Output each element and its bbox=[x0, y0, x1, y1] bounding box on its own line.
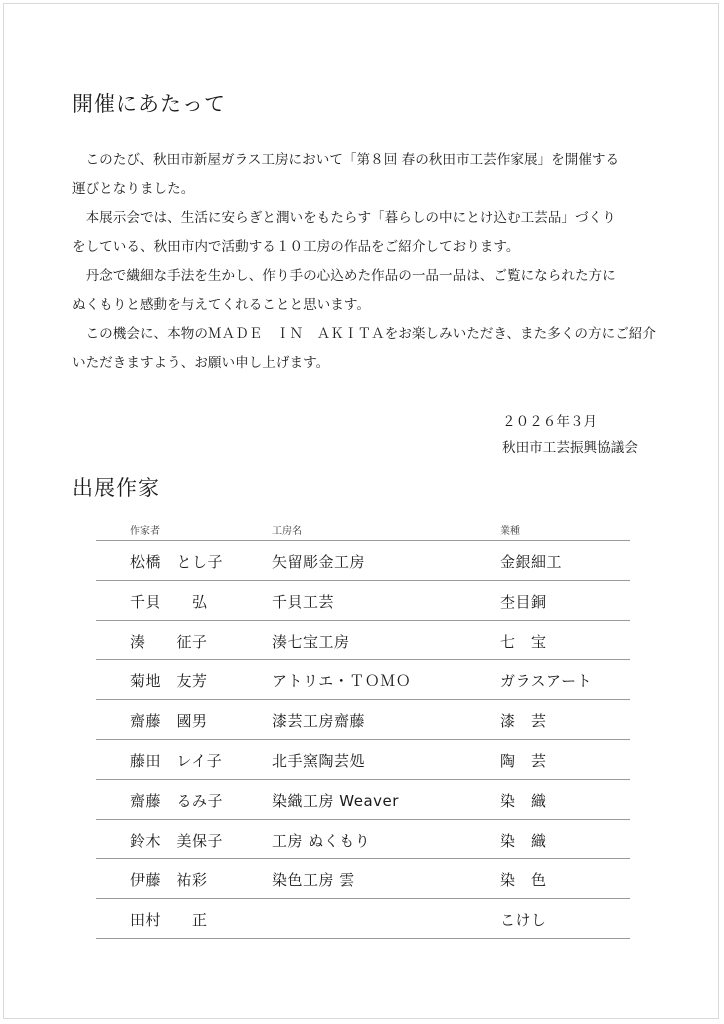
table-rule bbox=[96, 858, 630, 859]
paragraph-line: 運びとなりました。 bbox=[72, 181, 195, 197]
craft-type: 漆 芸 bbox=[500, 712, 547, 731]
studio-name: 矢留彫金工房 bbox=[272, 553, 366, 571]
table-rule bbox=[96, 739, 630, 740]
table-rule bbox=[96, 699, 630, 700]
artist-name: 藤田 レイ子 bbox=[130, 752, 223, 770]
artist-name: 田村 正 bbox=[130, 911, 208, 930]
exhibitors-title: 出展作家 bbox=[72, 476, 160, 500]
studio-name: 漆芸工房齋藤 bbox=[272, 712, 366, 731]
artist-name: 菊地 友芳 bbox=[130, 672, 208, 691]
studio-name: 工房 ぬくもり bbox=[272, 831, 371, 850]
craft-type: こけし bbox=[500, 911, 547, 930]
column-header-studio: 工房名 bbox=[272, 526, 302, 537]
column-header-craft: 業種 bbox=[500, 526, 520, 537]
intro-paragraph bbox=[72, 262, 662, 320]
table-rule bbox=[96, 659, 630, 660]
artist-name: 伊藤 祐彩 bbox=[130, 871, 208, 890]
craft-type: 七 宝 bbox=[500, 632, 547, 651]
artist-name: 松橋 とし子 bbox=[130, 553, 224, 571]
table-rule bbox=[96, 540, 630, 541]
paragraph-line: ぬくもりと感動を与えてくれることと思います。 bbox=[72, 297, 370, 313]
paragraph-line: このたび、秋田市新屋ガラス工房において「第８回 春の秋田市工芸作家展」を開催する bbox=[72, 152, 620, 168]
table-rule bbox=[96, 938, 630, 939]
artist-name: 齋藤 國男 bbox=[130, 712, 208, 731]
intro-paragraph bbox=[72, 146, 662, 204]
table-rule bbox=[96, 819, 630, 820]
craft-type: 染 織 bbox=[500, 791, 547, 810]
paragraph-line: 丹念で繊細な手法を生かし、作り手の心込めた作品の一品一品は、ご覧になられた方に bbox=[72, 268, 616, 284]
studio-name: アトリエ・ＴＯＭＯ bbox=[272, 672, 412, 691]
studio-name: 北手窯陶芸処 bbox=[272, 752, 366, 770]
paragraph-line: いただきますよう、お願い申し上げます。 bbox=[72, 355, 330, 371]
table-rule bbox=[96, 779, 630, 780]
artist-name: 齋藤 るみ子 bbox=[130, 791, 224, 810]
studio-name: 染織工房 Weaver bbox=[272, 791, 399, 810]
column-header-artist: 作家者 bbox=[130, 526, 160, 537]
intro-paragraph bbox=[72, 320, 662, 378]
artist-name: 湊 征子 bbox=[130, 632, 208, 651]
date: ２０２６年３月 bbox=[502, 414, 598, 430]
table-rule bbox=[96, 898, 630, 899]
craft-type: 金銀細工 bbox=[500, 553, 563, 571]
organizer: 秋田市工芸振興協議会 bbox=[502, 440, 638, 456]
paragraph-line: をしている、秋田市内で活動する１０工房の作品をご紹介しております。 bbox=[72, 239, 520, 255]
artist-name: 千貝 弘 bbox=[130, 592, 208, 611]
studio-name: 千貝工芸 bbox=[272, 592, 335, 611]
table-rule bbox=[96, 620, 630, 621]
craft-type: ガラスアート bbox=[500, 672, 593, 691]
craft-type: 染 織 bbox=[500, 831, 547, 850]
intro-title: 開催にあたって bbox=[72, 92, 226, 116]
craft-type: 染 色 bbox=[500, 871, 547, 890]
artist-name: 鈴木 美保子 bbox=[130, 831, 224, 850]
studio-name: 染色工房 雲 bbox=[272, 871, 355, 890]
studio-name: 湊七宝工房 bbox=[272, 632, 350, 651]
paragraph-line: この機会に、本物のＭＡＤＥ ＩＮ ＡＫＩＴＡをお楽しみいただき、また多くの方にご紹介 bbox=[72, 326, 656, 342]
craft-type: 陶 芸 bbox=[500, 752, 547, 770]
table-rule bbox=[96, 580, 630, 581]
craft-type: 杢目銅 bbox=[500, 592, 547, 611]
paragraph-line: 本展示会では、生活に安らぎと潤いをもたらす「暮らしの中にとけ込む工芸品」づくり bbox=[72, 210, 616, 226]
intro-paragraph bbox=[72, 204, 662, 262]
